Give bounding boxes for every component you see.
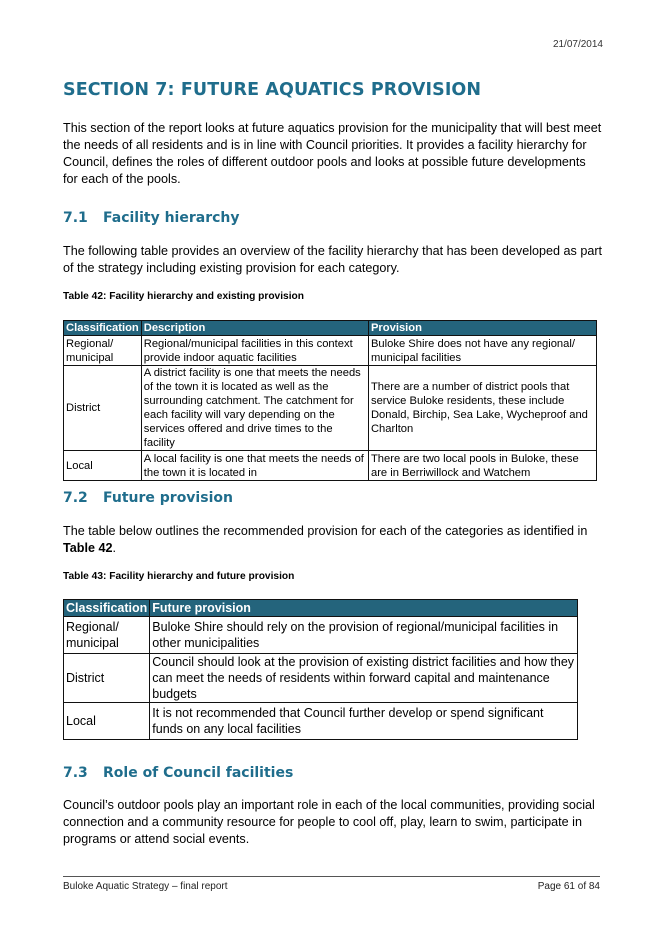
facility-hierarchy-paragraph: The following table provides an overview of the facility hierarchy that has been developed as part of the strategy including existing provision for each category.	[63, 244, 603, 275]
section-title: SECTION 7: FUTURE AQUATICS PROVISION	[63, 80, 482, 100]
table-cell: There are a number of district pools that service Buloke residents, these include Donald, Birchip, Sea Lake, Wycheproof and Charlton	[368, 366, 596, 451]
table-cell: It is not recommended that Council further develop or spend significant funds on any local facilities	[150, 703, 578, 740]
table-cell: There are two local pools in Buloke, these are in Berriwillock and Watchem	[368, 451, 596, 481]
table-cell: Council should look at the provision of existing district facilities and how they can meet the needs of residents within forward capital and maintenance budgets	[150, 654, 578, 703]
table-cell: Regional/municipal facilities in this context provide indoor aquatic facilities	[141, 336, 368, 366]
heading-text: Future provision	[103, 490, 233, 506]
heading-number: 7.2	[63, 490, 88, 506]
header-cell: Classification	[64, 600, 150, 617]
table-cell: Local	[64, 703, 150, 740]
paragraph-text: The table below outlines the recommended provision for each of the categories as identified in	[63, 524, 588, 538]
footer-title: Buloke Aquatic Strategy – final report	[63, 881, 228, 892]
table-cell: Local	[64, 451, 142, 481]
table-header-row	[64, 321, 597, 336]
table-cell: District	[64, 654, 150, 703]
table-cell: A district facility is one that meets the needs of the town it is located as well as the surrounding catchment. The catchment for each facility will vary depending on the services offered and drive times to the facility	[141, 366, 368, 451]
page-number: Page 61 of 84	[537, 881, 600, 892]
council-facilities-paragraph: Council’s outdoor pools play an important role in each of the local communities, providing social connection and a community resource for people to cool off, play, learn to swim, participate in programs or attend social events.	[63, 798, 595, 846]
table-row	[64, 451, 597, 481]
table-42	[63, 320, 597, 481]
heading-7-1	[63, 210, 240, 226]
heading-text: Role of Council facilities	[103, 765, 294, 781]
heading-number: 7.1	[63, 210, 88, 226]
table-cell: District	[64, 366, 142, 451]
header-cell: Description	[141, 321, 368, 336]
header-cell: Provision	[368, 321, 596, 336]
table-header-row	[64, 600, 578, 617]
table-42-caption: Table 42: Facility hierarchy and existing provision	[63, 291, 304, 302]
future-provision-paragraph	[63, 523, 603, 557]
header-cell: Classification	[64, 321, 142, 336]
table-row	[64, 336, 597, 366]
heading-7-2	[63, 490, 233, 506]
footer-divider	[63, 876, 600, 877]
table-cell: Regional/ municipal	[64, 336, 142, 366]
table-cell: Buloke Shire should rely on the provision of regional/municipal facilities in other municipalities	[150, 617, 578, 654]
table-row	[64, 617, 578, 654]
table-row	[64, 654, 578, 703]
table-row	[64, 366, 597, 451]
table-cell: Buloke Shire does not have any regional/ municipal facilities	[368, 336, 596, 366]
paragraph-end: .	[112, 541, 116, 555]
table-cell: A local facility is one that meets the needs of the town it is located in	[141, 451, 368, 481]
table-cell: Regional/ municipal	[64, 617, 150, 654]
heading-text: Facility hierarchy	[103, 210, 240, 226]
intro-paragraph: This section of the report looks at future aquatics provision for the municipality that will best meet the needs of all residents and is in line with Council priorities. It provides a facility hierarchy for Council, defines the roles of different outdoor pools and looks at possible future developments for each of the pools.	[63, 121, 602, 186]
header-date: 21/07/2014	[552, 39, 603, 50]
heading-7-3	[63, 765, 293, 781]
header-cell: Future provision	[150, 600, 578, 617]
table-43	[63, 599, 578, 740]
table-row	[64, 703, 578, 740]
table-reference: Table 42	[63, 541, 113, 555]
heading-number: 7.3	[63, 765, 88, 781]
table-43-caption: Table 43: Facility hierarchy and future provision	[63, 571, 295, 582]
